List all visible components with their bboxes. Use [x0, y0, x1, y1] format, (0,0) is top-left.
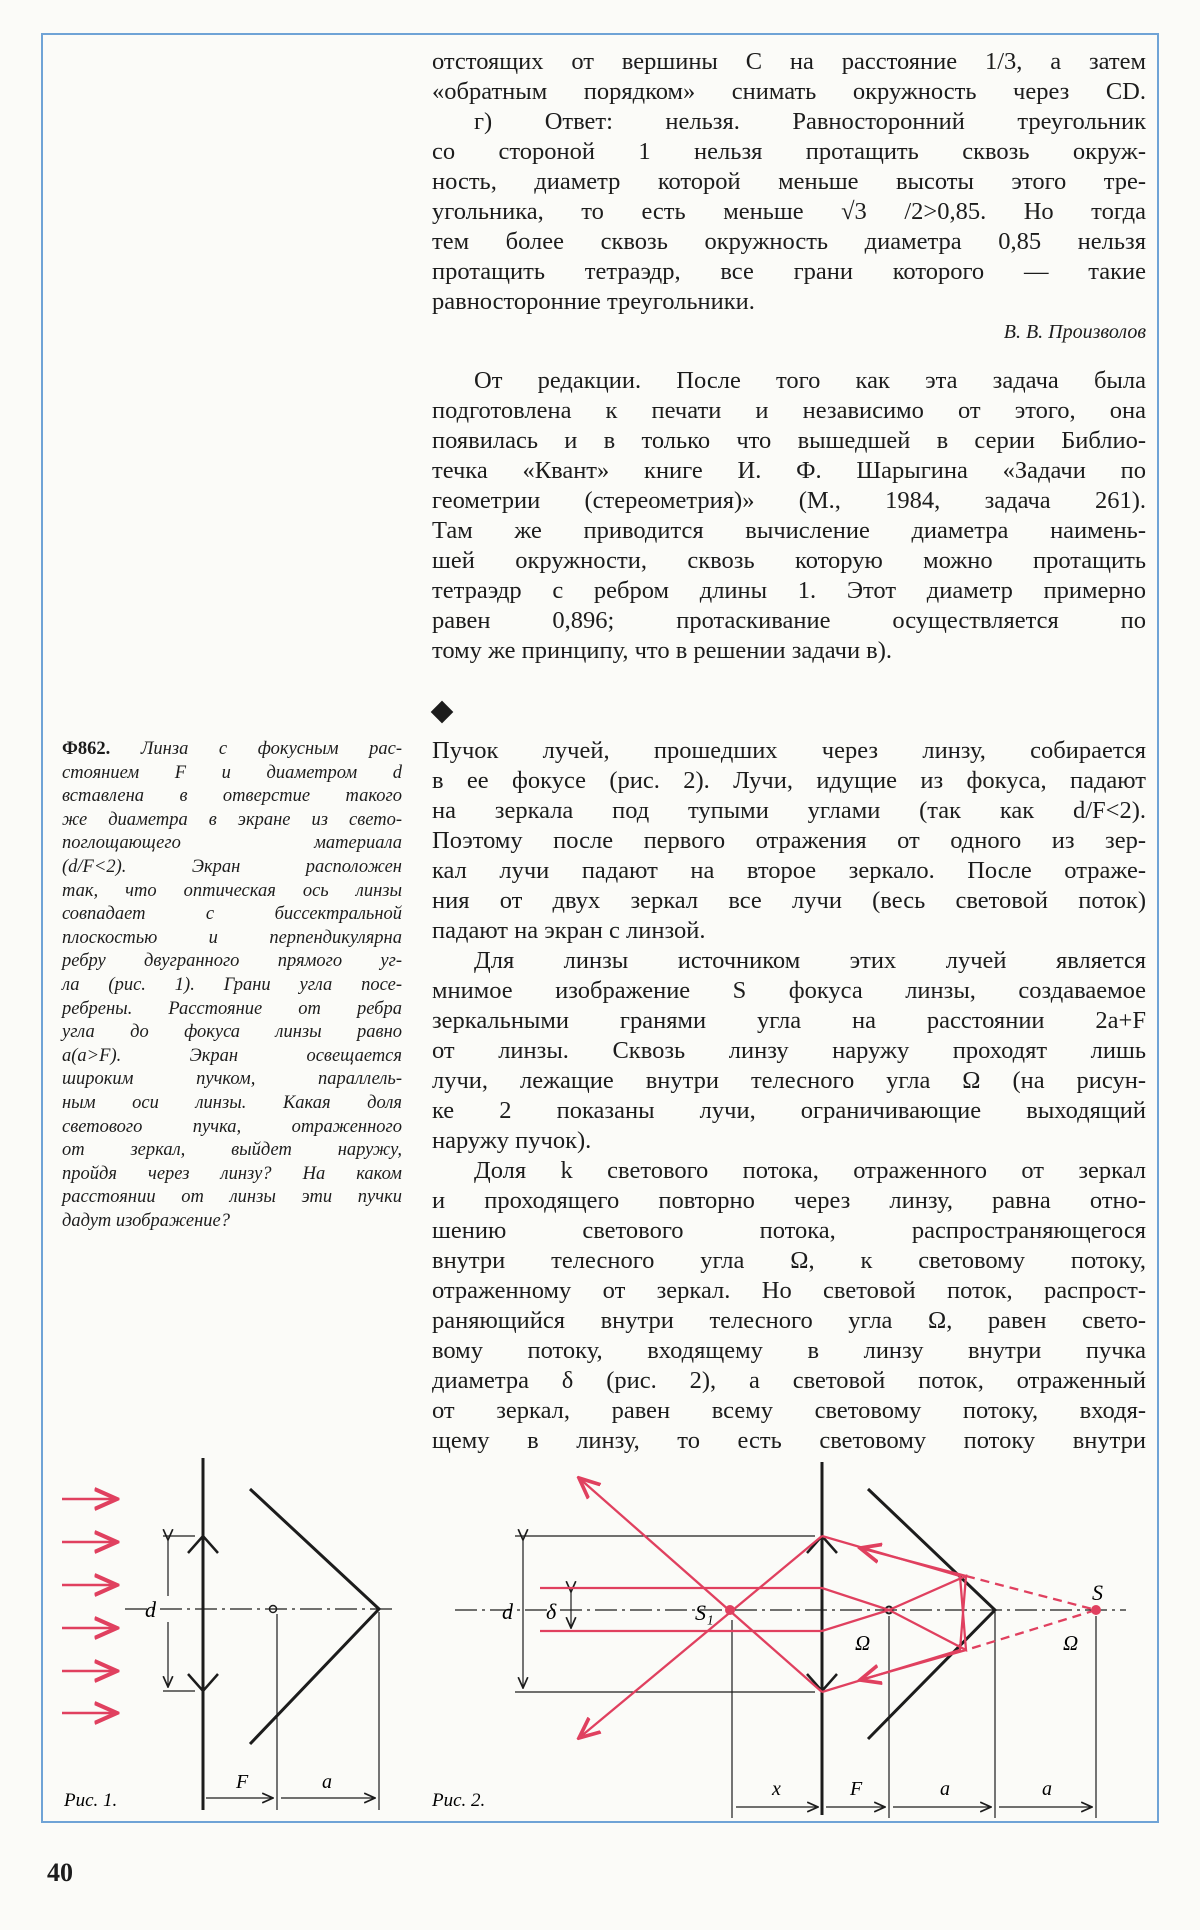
label-S1: S₁ — [695, 1600, 714, 1625]
text-line: плоскостью и перпендикулярна — [62, 927, 402, 948]
text-line: геометрии (стереометрия)» (М., 1984, задача 261). — [432, 487, 1146, 514]
label-S: S — [1092, 1580, 1103, 1605]
text-line: ребру двугранного прямого уг- — [62, 951, 402, 972]
author-signature: В. В. Произволов — [1003, 321, 1146, 343]
rays — [540, 1478, 1096, 1738]
text-line: тетраэдр с ребром длины 1. Этот диаметр примерно — [432, 577, 1146, 604]
text-line: ла (рис. 1). Грани угла посе- — [62, 974, 402, 995]
image-point-S1 — [725, 1605, 735, 1615]
text-line: раняющийся внутри телесного угла Ω, равен свето- — [432, 1307, 1146, 1334]
text-line: кал лучи падают на второе зеркало. После отраже- — [432, 857, 1146, 884]
label-omega-2: Ω — [1063, 1631, 1079, 1655]
text-line: подготовлена к печати и независимо от этого, она — [432, 397, 1146, 424]
figure-caption: Рис. 1. — [64, 1790, 118, 1811]
exit-ray-down — [579, 1536, 822, 1738]
text-line: совпадает с биссектральной — [62, 904, 402, 925]
label-a-2: a — [1042, 1778, 1052, 1800]
text-line: же диаметра в экране из свето- — [62, 809, 402, 830]
text-line: расстоянии от линзы эти пучки — [62, 1187, 402, 1208]
text-line: появилась и в только что вышедшей в серии Библио- — [432, 427, 1146, 454]
text-line: ния от двух зеркал все лучи (весь световой поток) — [432, 887, 1146, 914]
text-line: поглощающего материала — [62, 833, 402, 854]
figure-caption: Рис. 2. — [432, 1790, 486, 1811]
text-line: тому же принципу, что в решении задачи в). — [432, 637, 893, 664]
text-line: Поэтому после первого отражения от одного из зер- — [432, 827, 1146, 854]
text-line: г) Ответ: нельзя. Равносторонний треугольник — [474, 108, 1146, 135]
text-line: так, что оптическая ось линзы — [62, 880, 402, 901]
text-line: стоянием F и диаметром d — [62, 762, 402, 783]
text-line: тем более сквозь окружность диаметра 0,85 нельзя — [432, 228, 1146, 255]
text-line: шей окружности, сквозь которую можно протащить — [432, 547, 1146, 574]
text-line: (d/F<2). Экран расположен — [62, 856, 402, 877]
text-line: a(a>F). Экран освещается — [62, 1045, 402, 1066]
text-line: зеркальными гранями угла на расстоянии 2a+F — [432, 1007, 1146, 1034]
text-line: Там же приводится вычисление диаметра наимень- — [432, 517, 1146, 544]
text-line: течка «Квант» книге И. Ф. Шарыгина «Задачи по — [432, 457, 1146, 484]
text-line: вставлена в отверстие такого — [62, 786, 402, 807]
text-line: вому потоку, входящему в линзу внутри пучка — [432, 1337, 1146, 1364]
text-line: от зеркал, равен всему световому потоку, входя- — [432, 1397, 1146, 1424]
page-number: 40 — [47, 1858, 73, 1887]
text-line: отстоящих от вершины C на расстояние 1/3, а затем — [432, 48, 1146, 75]
text-line: От редакции. После того как эта задача была — [474, 367, 1146, 394]
text-line: внутри телесного угла Ω, к световому потоку, — [432, 1247, 1146, 1274]
text-line: Пучок лучей, прошедших через линзу, собирается — [432, 737, 1146, 764]
text-line: широким пучком, параллель- — [62, 1069, 402, 1090]
reflected-rays — [822, 1536, 966, 1692]
text-line: ребрены. Расстояние от ребра — [62, 998, 402, 1019]
text-line: светового пучка, отраженного — [62, 1116, 402, 1137]
text-line: Доля k светового потока, отраженного от зеркал — [474, 1157, 1146, 1184]
text-line: диаметра δ (рис. 2), а световой поток, отраженный — [432, 1367, 1146, 1394]
text-line: дадут изображение? — [62, 1210, 231, 1231]
problem-text: Линза с фокусным рас- — [140, 739, 402, 759]
text-line: ке 2 показаны лучи, ограничивающие выходящий — [432, 1097, 1146, 1124]
label-a: a — [322, 1771, 332, 1793]
text-line: от зеркал, выйдет наружу, — [62, 1140, 402, 1161]
text-line: от линзы. Сквозь линзу наружу проходят лишь — [432, 1037, 1146, 1064]
text-line: Для линзы источником этих лучей является — [474, 947, 1146, 974]
text-line: шению светового потока, распространяющегося — [432, 1217, 1146, 1244]
label-omega: Ω — [855, 1631, 871, 1655]
text-line: ным оси линзы. Какая доля — [62, 1092, 402, 1113]
text-line: на зеркала под тупыми углами (так как d/F<2). — [432, 797, 1146, 824]
text-line: протащить тетраэдр, все грани которого — такие — [432, 258, 1146, 285]
text-line: равен 0,896; протаскивание осуществляется по — [432, 607, 1146, 634]
text-line: равносторонние треугольники. — [432, 288, 755, 315]
label-d: d — [502, 1599, 513, 1624]
label-x: x — [772, 1778, 781, 1800]
text-line: угла до фокуса линзы равно — [62, 1022, 402, 1043]
text-line: падают на экран с линзой. — [432, 917, 706, 944]
text-line: угольника, то есть меньше √3 /2>0,85. Но тогда — [432, 198, 1146, 225]
text-line: и проходящего повторно через линзу, равна отно- — [432, 1187, 1146, 1214]
text-line: ность, диаметр которой меньше высоты этого тре- — [432, 168, 1146, 195]
text-line: пройдя через линзу? На каком — [62, 1163, 402, 1184]
label-F: F — [850, 1778, 863, 1800]
text-line: лучи, лежащие внутри телесного угла Ω (на рисун- — [432, 1067, 1146, 1094]
virtual-source-S — [1091, 1605, 1101, 1615]
text-line: в ее фокусе (рис. 2). Лучи, идущие из фокуса, падают — [432, 767, 1146, 794]
label-F: F — [236, 1771, 249, 1793]
text-line: мнимое изображение S фокуса линзы, создаваемое — [432, 977, 1146, 1004]
text-line: со стороной 1 нельзя протащить сквозь окруж- — [432, 138, 1146, 165]
text-line: щему в линзу, то есть световому потоку внутри — [432, 1427, 1146, 1454]
label-delta: δ — [546, 1599, 557, 1624]
text-line: отраженному от зеркал. Но световой поток, распрост- — [432, 1277, 1146, 1304]
exit-ray-up — [579, 1478, 822, 1692]
problem-number: Ф862. — [62, 739, 111, 759]
text-line: наружу пучок). — [432, 1127, 592, 1154]
label-a: a — [940, 1778, 950, 1800]
label-d: d — [145, 1597, 156, 1622]
text-line: «обратным порядком» снимать окружность через CD. — [432, 78, 1146, 105]
